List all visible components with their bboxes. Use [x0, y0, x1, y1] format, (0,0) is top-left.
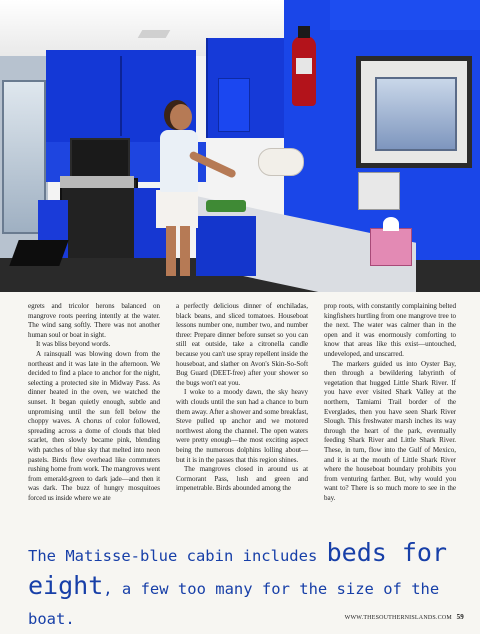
page-footer	[345, 613, 464, 621]
pull-quote-part: The Matisse-blue cabin includes	[28, 547, 327, 565]
paper-towel-roll	[258, 148, 304, 176]
stove-top	[60, 176, 134, 188]
cabin-photo	[0, 0, 480, 292]
pull-quote-part: , a few too many for the size of the boat.	[28, 580, 440, 628]
paragraph: A rainsquall was blowing down from the northeast and it was late in the afternoon. We decided to find a place to anchor for the night, selecting a protected site in Midway Pass. As dinner heated in the oven, we watched the sunset. It began quietly enough, subtle and unpromising until the sun fell below the choppy waves. A chorus of color followed, spreading across a dome of clouds that bled scarlet, then slowly became pink, blending with patches of blue sky that melted into neon pastels. Birds flew overhead like commuters rushing home from work. The mangroves went from emerald-green to dark jade—and then it was dark. The buzz of hungry mosquitoes forced us inside where we ate	[28, 349, 160, 502]
upper-cabinet-right	[206, 38, 286, 138]
floor-mat	[9, 240, 68, 266]
fire-extinguisher-icon	[292, 36, 316, 106]
person-head	[170, 104, 192, 130]
page-number: 59	[456, 613, 464, 621]
article-column-1	[28, 302, 160, 534]
person-top	[160, 130, 198, 192]
person-leg	[166, 226, 176, 276]
pull-quote-emphasis: eight	[28, 571, 104, 600]
wall-panel	[358, 172, 400, 210]
article-column-3	[324, 302, 456, 534]
food-tray	[206, 200, 246, 212]
paragraph: The mangroves closed in around us at Cormorant Pass, lush and green and impenetrable. Birds abounded among the	[176, 465, 308, 493]
wall-corner	[330, 0, 480, 30]
person-shorts	[156, 190, 198, 228]
counter-cabinet	[196, 216, 256, 276]
paragraph: egrets and tricolor herons balanced on mangrove roots peering intently at the water. The wind sang softly. There was not another human soul or boat in sight.	[28, 302, 160, 339]
article-body	[28, 302, 458, 534]
paragraph: prop roots, with constantly complaining belted kingfishers hurtling from one mangrove tree to the next. The water was calmer than in the open and it was enormously comforting to know that areas like this exist—untouched, undeveloped, and unscarred.	[324, 302, 456, 358]
tissue-box	[370, 228, 412, 266]
paragraph: I woke to a moody dawn, the sky heavy with clouds until the sun had a chance to burn them away. After a shower and some breakfast, Steve pulled up anchor and we motored northwest along the channel. The open waters were pretty enough—the most exciting aspect being the numerous dolphins lolling about—but it is in the passes that this region shines.	[176, 388, 308, 464]
pull-quote-emphasis: beds for	[326, 538, 448, 567]
paragraph: a perfectly delicious dinner of enchiladas, black beans, and sliced tomatoes. Houseboat lessons number one, number two, and number three: Prepare dinner before sunset so you can still eat outside, take a citronella candle because you can't use spray repellent inside the houseboat, and slather on Avon's Skin-So-Soft Bug Guard (DEET-free) after your shower so the bugs won't eat you.	[176, 302, 308, 387]
article-column-2	[176, 302, 308, 534]
paragraph: The markers guided us into Oyster Bay, then through a bewildering labyrinth of vegetation that hugged Little Shark River. If you have ever visited Shark Valley at the northern, Tamiami Trail border of the Everglades, then you have seen Shark River Slough. This freshwater marsh inches its way through the heart of the park, eventually feeding Shark River and Little Shark River. These, in turn, flow into the Gulf of Mexico, and it is at the mouth of Little Shark River where the houseboat boundary prohibits you from venturing farther. But, why would you want to? There is so much more to see in the bay.	[324, 359, 456, 502]
person-leg	[180, 226, 190, 276]
paragraph: It was bliss beyond words.	[36, 340, 111, 349]
footer-url: WWW.THESOUTHERNISLANDS.COM	[344, 615, 452, 621]
framed-picture	[356, 56, 472, 168]
stove	[60, 178, 138, 266]
ceiling-vent	[138, 30, 171, 38]
